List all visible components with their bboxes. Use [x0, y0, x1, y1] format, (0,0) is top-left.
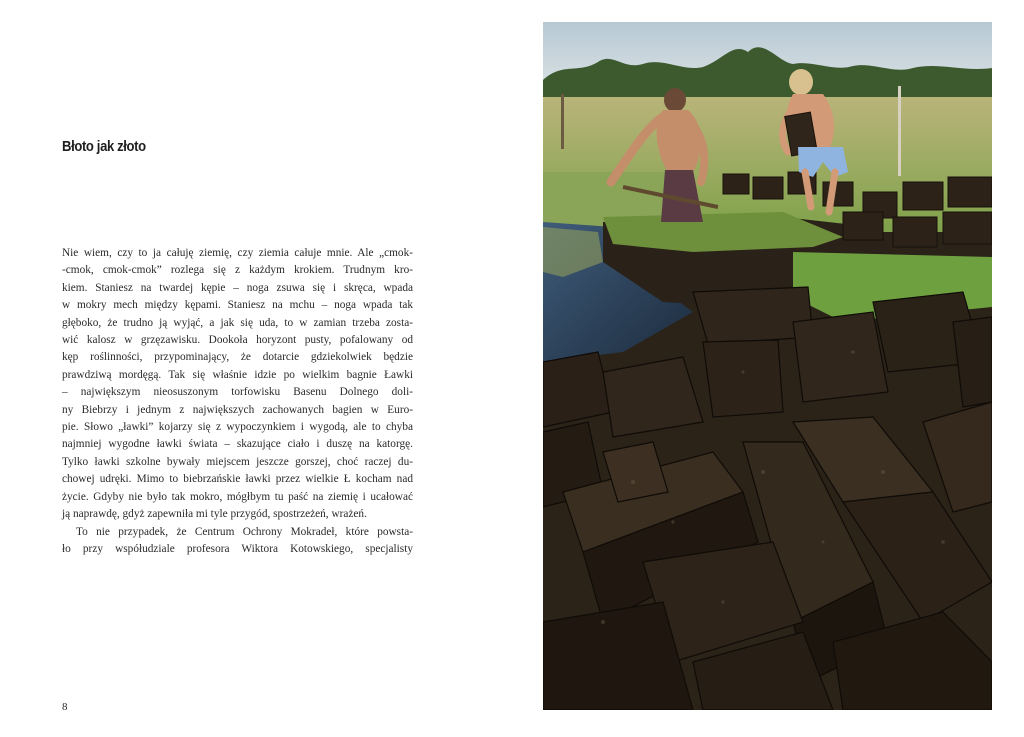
text-line: ją naprawdę, gdyż zapewniła mi tyle przygód, spostrzeżeń, wrażeń. [62, 508, 367, 521]
text-line: To nie przypadek, że Centrum Ochrony Mokradeł, które powsta- [76, 525, 413, 538]
text-line: – największym nieosuszonym torfowisku Basenu Dolnego doli- [62, 386, 413, 399]
text-line: Tylko ławki szkolne bywały miejscem jeszcze gorszej, choć raczej du- [62, 455, 413, 468]
text-line: najmniej wygodne ławki świata – skazujące ciało i duszę na katorgę. [62, 438, 413, 451]
body-text [62, 245, 413, 558]
text-line: prawdziwą mordęgą. Tak się właśnie idzie po wielkim bagnie Ławki [62, 368, 413, 381]
text-line: pie. Słowo „ławki” kojarzy się z wypoczynkiem i wygodą, ale to chyba [62, 421, 413, 434]
text-line: głęboko, że trudno ją wyjąć, a jak się uda, to w zamian trzeba zosta- [62, 316, 413, 329]
text-line: ło przy współudziale profesora Wiktora Kotowskiego, specjalisty [62, 542, 413, 555]
chapter-title: Błoto jak złoto [62, 139, 146, 155]
text-line: kiem. Staniesz na twardej kępie – noga zsuwa się i skręca, wpada [62, 281, 413, 294]
photo-illustration [543, 22, 992, 710]
right-page [512, 0, 1024, 737]
peat-cutting-photo [543, 22, 992, 710]
text-line: życie. Gdyby nie było tak mokro, mógłbym tu paść na ziemię i ucałować [62, 490, 413, 503]
text-line: kęp roślinności, przypominający, że dotarcie gdziekolwiek będzie [62, 351, 413, 364]
text-line: Nie wiem, czy to ja całuję ziemię, czy ziemia całuje mnie. Ale „cmok- [62, 247, 413, 259]
text-line: wić kalosz w grzęzawisku. Dookoła horyzont pusty, pofalowany od [62, 334, 413, 347]
text-line: -cmok, cmok-cmok” rozlega się z każdym krokiem. Trudnym kro- [62, 264, 413, 277]
text-line: chowej udręki. Mimo to biebrzańskie ławki przez wielkie Ł kocham nad [62, 473, 413, 486]
page-number: 8 [62, 701, 68, 713]
text-line: ny Biebrzy i jednym z największych zachowanych bagien w Euro- [62, 403, 413, 416]
text-line: w mokry mech między kępami. Staniesz na mchu – noga wpada tak [62, 299, 413, 312]
